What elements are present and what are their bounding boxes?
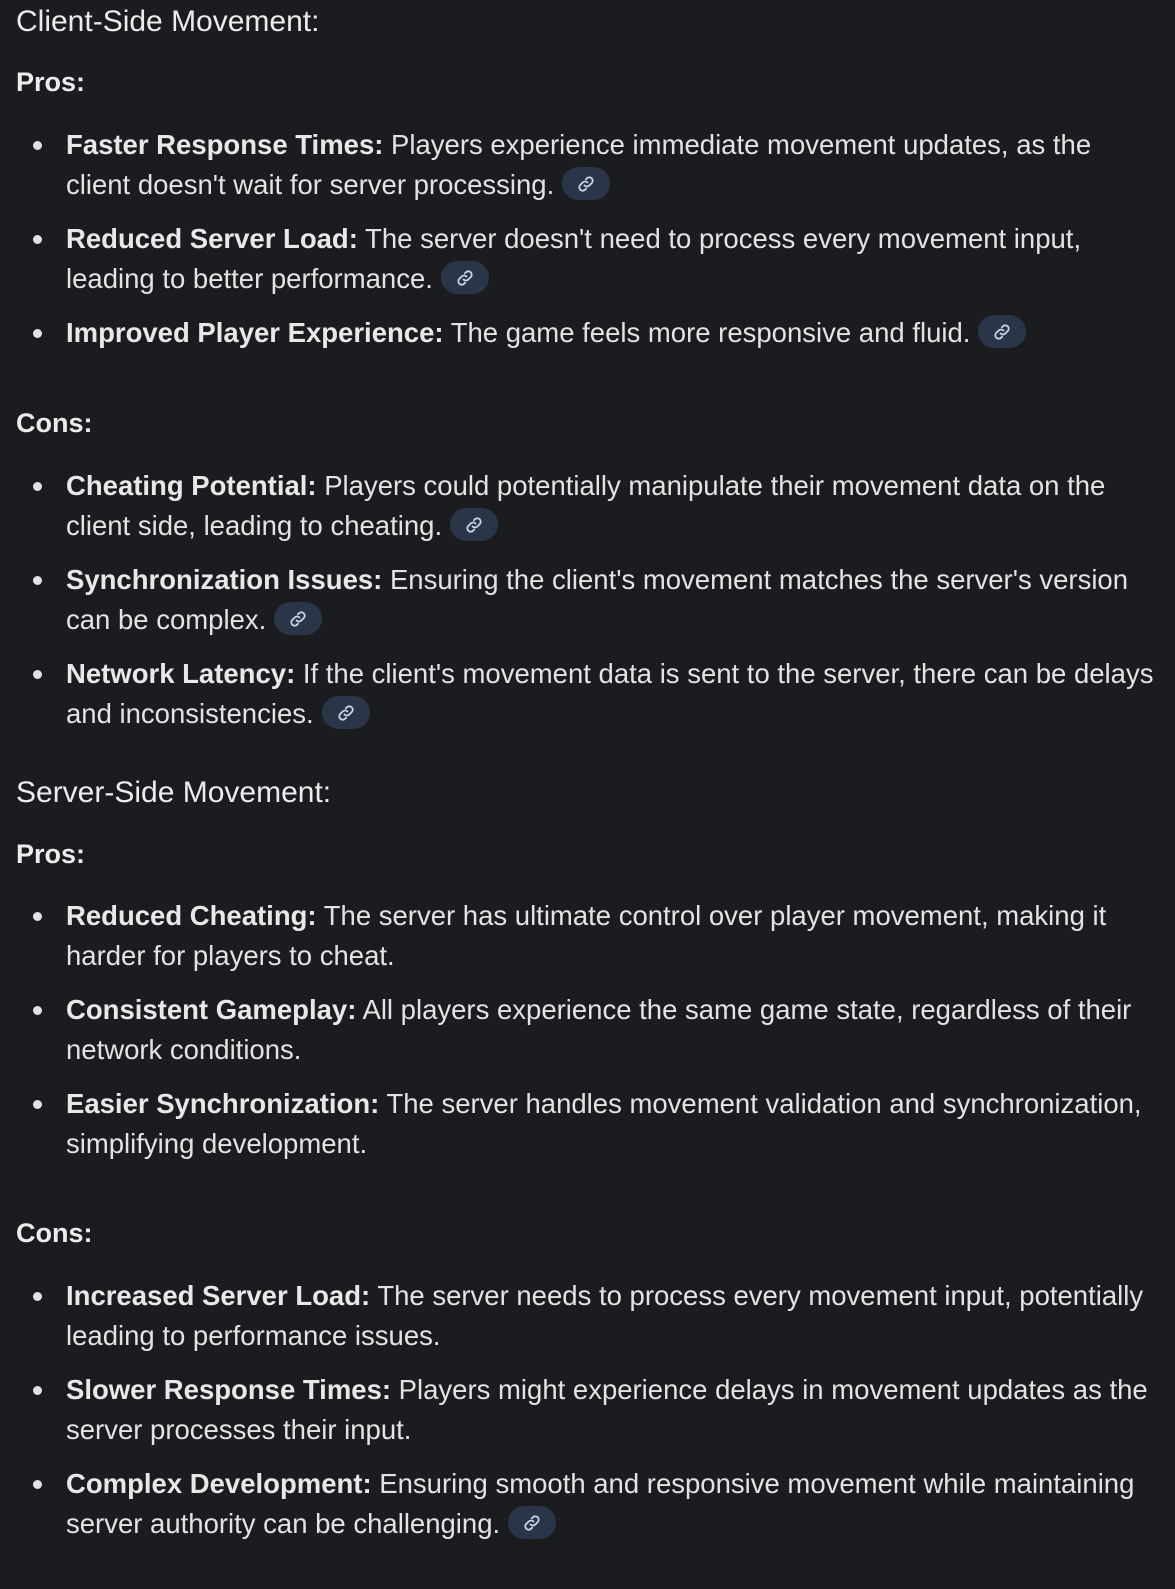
list-item [0, 1464, 1160, 1543]
item-term: Slower Response Times: [66, 1374, 392, 1405]
item-term: Increased Server Load: [66, 1280, 371, 1311]
server-cons-list [0, 1276, 1160, 1558]
item-term: Synchronization Issues: [66, 564, 383, 595]
list-item [0, 1084, 1160, 1163]
item-text: The server has ultimate control over player movement, making it harder for players to cheat. [66, 900, 1107, 971]
item-text: All players experience the same game state, regardless of their network conditions. [66, 994, 1132, 1065]
link-icon [465, 516, 483, 534]
citation-chip[interactable] [450, 508, 498, 541]
client-cons-list [0, 466, 1160, 748]
link-icon [337, 704, 355, 722]
item-text: If the client's movement data is sent to the server, there can be delays and inconsistencies. [66, 658, 1154, 729]
citation-chip[interactable] [508, 1506, 556, 1539]
item-text: The server handles movement validation and synchronization, simplifying development. [66, 1088, 1142, 1159]
citation-chip[interactable] [322, 696, 370, 729]
group-title-client-pros: Pros: [16, 67, 86, 97]
item-term: Easier Synchronization: [66, 1088, 380, 1119]
list-item [0, 1370, 1160, 1449]
section-title-client-side: Client-Side Movement: [16, 5, 320, 38]
item-term: Consistent Gameplay: [66, 994, 357, 1025]
item-term: Complex Development: [66, 1468, 372, 1499]
list-item [0, 896, 1160, 975]
list-item [0, 560, 1160, 639]
item-text: Players could potentially manipulate their movement data on the client side, leading to cheating. [66, 470, 1106, 541]
group-title-client-cons: Cons: [16, 408, 93, 438]
item-term: Network Latency: [66, 658, 296, 689]
list-item [0, 125, 1160, 204]
list-item [0, 466, 1160, 545]
link-icon [577, 175, 595, 193]
item-text: Ensuring smooth and responsive movement while maintaining server authority can be challenging. [66, 1468, 1135, 1539]
list-item [0, 654, 1160, 733]
list-item [0, 313, 1160, 353]
link-icon [456, 269, 474, 287]
group-title-server-pros: Pros: [16, 839, 86, 869]
item-text: The game feels more responsive and fluid. [443, 317, 971, 348]
citation-chip[interactable] [441, 261, 489, 294]
server-pros-list [0, 896, 1160, 1178]
citation-chip[interactable] [274, 602, 322, 635]
item-text: The server needs to process every movement input, potentially leading to performance issues. [66, 1280, 1144, 1351]
item-term: Reduced Cheating: [66, 900, 317, 931]
item-text: Players experience immediate movement updates, as the client doesn't wait for server processing. [66, 129, 1092, 200]
link-icon [993, 323, 1011, 341]
item-text: The server doesn't need to process every movement input, leading to better performance. [66, 223, 1082, 294]
item-text: Ensuring the client's movement matches the server's version can be complex. [66, 564, 1129, 635]
link-icon [289, 610, 307, 628]
item-term: Improved Player Experience: [66, 317, 444, 348]
section-title-server-side: Server-Side Movement: [16, 776, 332, 809]
link-icon [523, 1514, 541, 1532]
list-item [0, 219, 1160, 298]
item-term: Faster Response Times: [66, 129, 384, 160]
citation-chip[interactable] [562, 167, 610, 200]
item-term: Reduced Server Load: [66, 223, 358, 254]
group-title-server-cons: Cons: [16, 1218, 93, 1248]
item-text: Players might experience delays in movement updates as the server processes their input. [66, 1374, 1148, 1445]
citation-chip[interactable] [978, 315, 1026, 348]
client-pros-list [0, 125, 1160, 368]
list-item [0, 1276, 1160, 1355]
list-item [0, 990, 1160, 1069]
item-term: Cheating Potential: [66, 470, 317, 501]
